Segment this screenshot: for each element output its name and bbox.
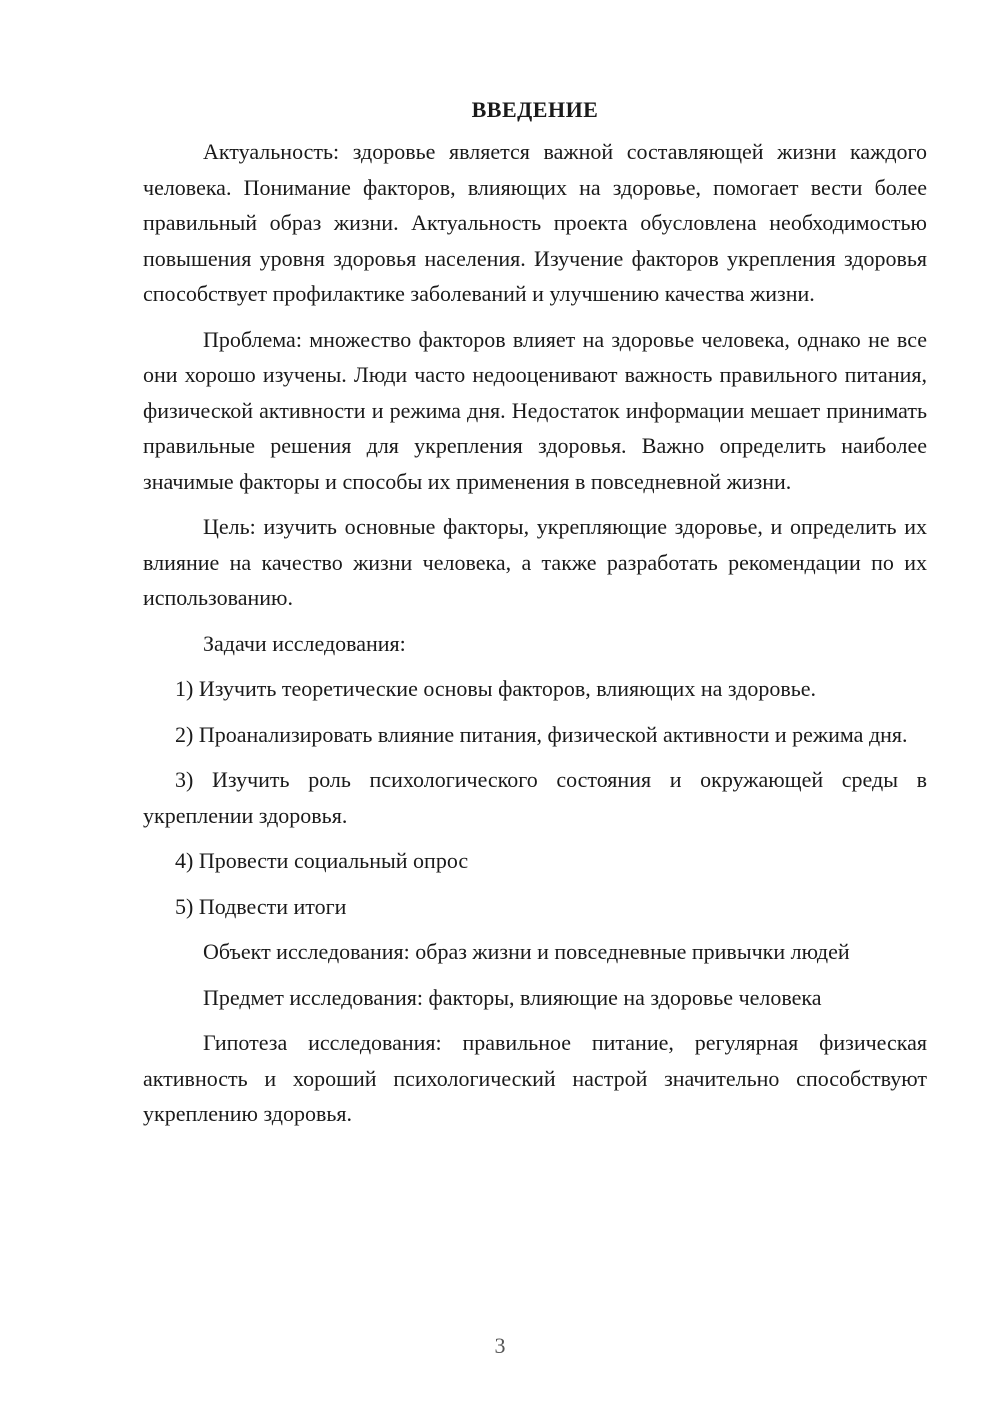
subject-paragraph: Предмет исследования: факторы, влияющие на здоровье человека	[203, 984, 822, 1010]
problem-paragraph: Проблема: множество факторов влияет на здоровье человека, однако не все они хорошо изучены. Люди часто недооценивают важность правильного питания, физической активности и режима дня. Недостаток информации мешает принимать правильные решения для укрепления здоровья. Важно определить наиболее значимые факторы и способы их применения в повседневной жизни.	[143, 326, 927, 494]
page-title: ВВЕДЕНИЕ	[471, 97, 599, 122]
task-item-1: 1) Изучить теоретические основы факторов, влияющих на здоровье.	[175, 676, 817, 701]
relevance-paragraph: Актуальность: здоровье является важной составляющей жизни каждого человека. Понимание факторов, влияющих на здоровье, помогает вести более правильный образ жизни. Актуальность проекта обусловлена необходимостью повышения уровня здоровья населения. Изучение факторов укрепления здоровья способствует профилактике заболеваний и улучшению качества жизни.	[143, 139, 927, 306]
document-page	[143, 92, 927, 1142]
task-item-5: 5) Подвести итоги	[175, 893, 347, 919]
task-item-3: 3) Изучить роль психологического состояния и окружающей среды в укреплении здоровья.	[143, 767, 927, 828]
tasks-heading: Задачи исследования:	[203, 630, 406, 656]
task-item-4: 4) Провести социальный опрос	[175, 848, 469, 873]
goal-paragraph: Цель: изучить основные факторы, укрепляющие здоровье, и определить их влияние на качество жизни человека, а также разработать рекомендации по их использованию.	[143, 514, 927, 610]
task-item-2: 2) Проанализировать влияние питания, физической активности и режима дня.	[175, 721, 908, 747]
page-number: 3	[494, 1333, 506, 1358]
hypothesis-paragraph: Гипотеза исследования: правильное питание, регулярная физическая активность и хороший психологический настрой значительно способствуют укреплению здоровья.	[143, 1030, 927, 1126]
object-paragraph: Объект исследования: образ жизни и повседневные привычки людей	[203, 939, 850, 964]
